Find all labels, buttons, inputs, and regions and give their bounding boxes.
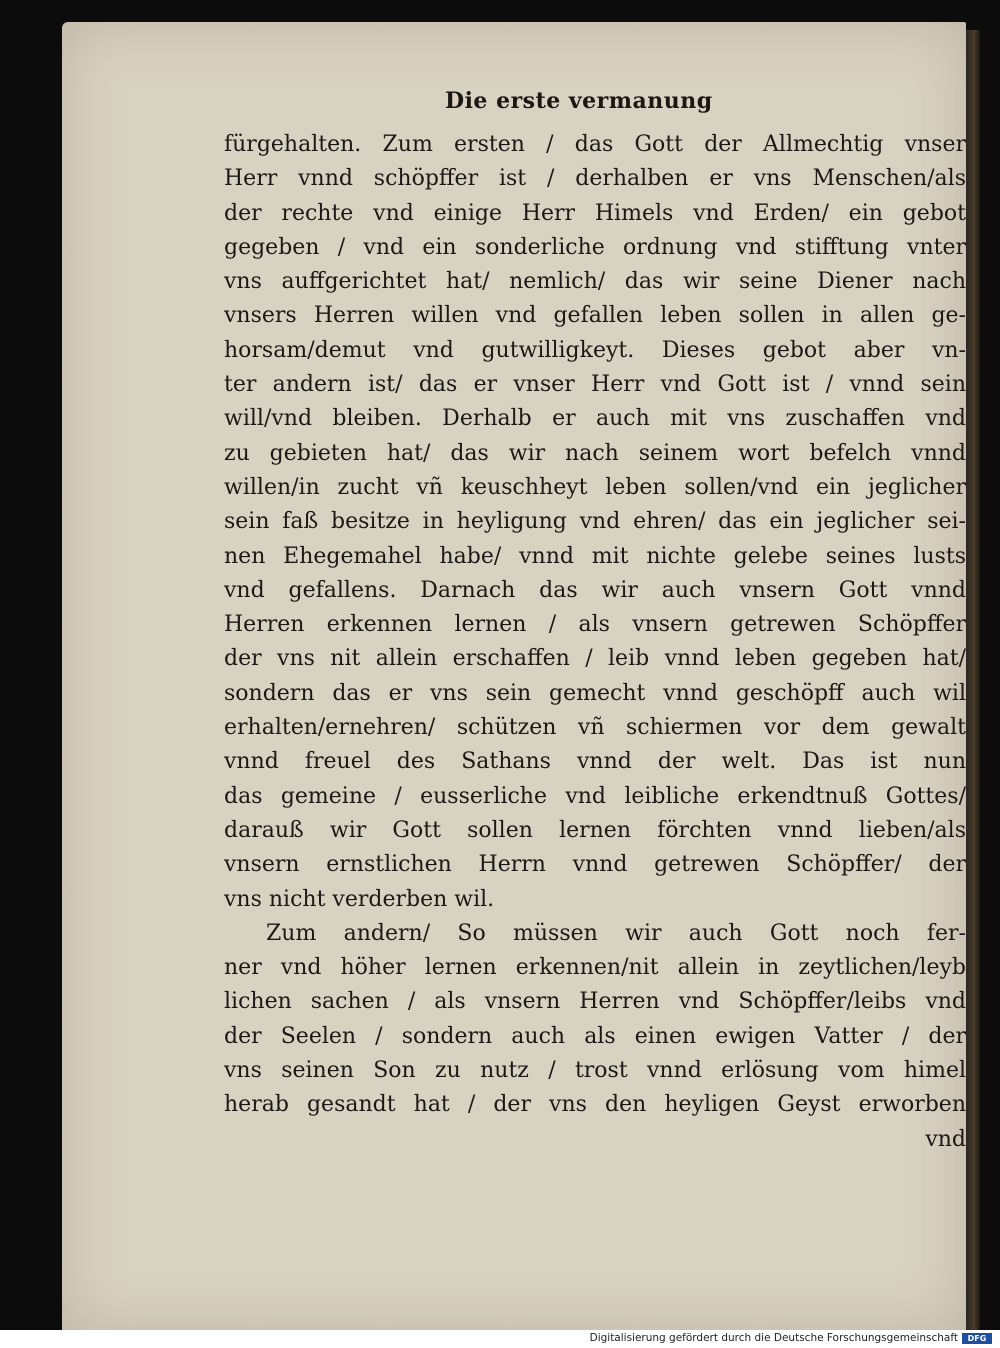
text-line: Herren erkennen lernen / als vnsern getrewen Schöpffer [224, 612, 966, 638]
running-head: Die erste vermanung [445, 88, 713, 114]
text-block [224, 128, 966, 1157]
text-line: zu gebieten hat/ das wir nach seinem wort befelch vnnd [224, 440, 966, 466]
text-line: ter andern ist/ das er vnser Herr vnd Gott ist / vnnd sein [224, 372, 966, 398]
text-line: herab gesandt hat / der vns den heyligen Geyst erworben [224, 1092, 966, 1118]
text-line: der vns nit allein erschaffen / leib vnnd leben gegeben hat/ [224, 646, 966, 672]
text-line: willen/in zucht vñ keuschheyt leben sollen/vnd ein jeglicher [224, 474, 966, 500]
text-line: fürgehalten. Zum ersten / das Gott der Allmechtig vnser [224, 132, 966, 157]
text-line: vns seinen Son zu nutz / trost vnnd erlösung vom himel [224, 1058, 966, 1084]
text-line: vns nicht verderben wil. [224, 886, 495, 912]
text-line: erhalten/ernehren/ schützen vñ schiermen vor dem gewalt [224, 715, 966, 741]
text-line: vnsern ernstlichen Herrn vnnd getrewen Schöpffer/ der [224, 852, 966, 878]
text-line: vnnd freuel des Sathans vnnd der welt. Das ist nun [224, 749, 966, 775]
text-line: horsam/demut vnd gutwilligkeyt. Dieses gebot aber vn- [224, 337, 966, 363]
text-line: sondern das er vns sein gemecht vnnd geschöpff auch wil [224, 680, 966, 706]
text-line: gegeben / vnd ein sonderliche ordnung vnd stifftung vnter [224, 234, 966, 260]
text-line: der rechte vnd einige Herr Himels vnd Erden/ ein gebot [224, 200, 966, 226]
text-line: das gemeine / eusserliche vnd leibliche erkendtnuß Gottes/ [224, 783, 966, 809]
text-line: ner vnd höher lernen erkennen/nit allein in zeytlichen/leyb [224, 955, 966, 981]
text-line: Zum andern/ So müssen wir auch Gott noch fer- [266, 920, 966, 946]
page-edge [966, 30, 980, 1330]
catchword: vnd [925, 1126, 966, 1152]
text-line: Herr vnnd schöpffer ist / derhalben er vns Menschen/als [224, 166, 966, 192]
text-line: der Seelen / sondern auch als einen ewigen Vatter / der [224, 1023, 966, 1049]
text-line: nen Ehegemahel habe/ vnnd mit nichte gelebe seines lusts [224, 543, 966, 569]
text-line: vnsers Herren willen vnd gefallen leben sollen in allen ge- [224, 303, 966, 329]
dfg-logo-icon: DFG [962, 1333, 992, 1344]
text-line: vns auffgerichtet hat/ nemlich/ das wir seine Diener nach [224, 269, 966, 295]
funding-notice: Digitalisierung gefördert durch die Deutsche Forschungsgemeinschaft [589, 1332, 958, 1344]
text-line: darauß wir Gott sollen lernen förchten vnnd lieben/als [224, 817, 966, 843]
text-line: vnd gefallens. Darnach das wir auch vnsern Gott vnnd [224, 577, 966, 603]
text-line: will/vnd bleiben. Derhalb er auch mit vns zuschaffen vnd [224, 406, 966, 432]
text-line: sein faß besitze in heyligung vnd ehren/ das ein jeglicher sei- [224, 509, 966, 535]
text-line: lichen sachen / als vnsern Herren vnd Schöpffer/leibs vnd [224, 989, 966, 1015]
